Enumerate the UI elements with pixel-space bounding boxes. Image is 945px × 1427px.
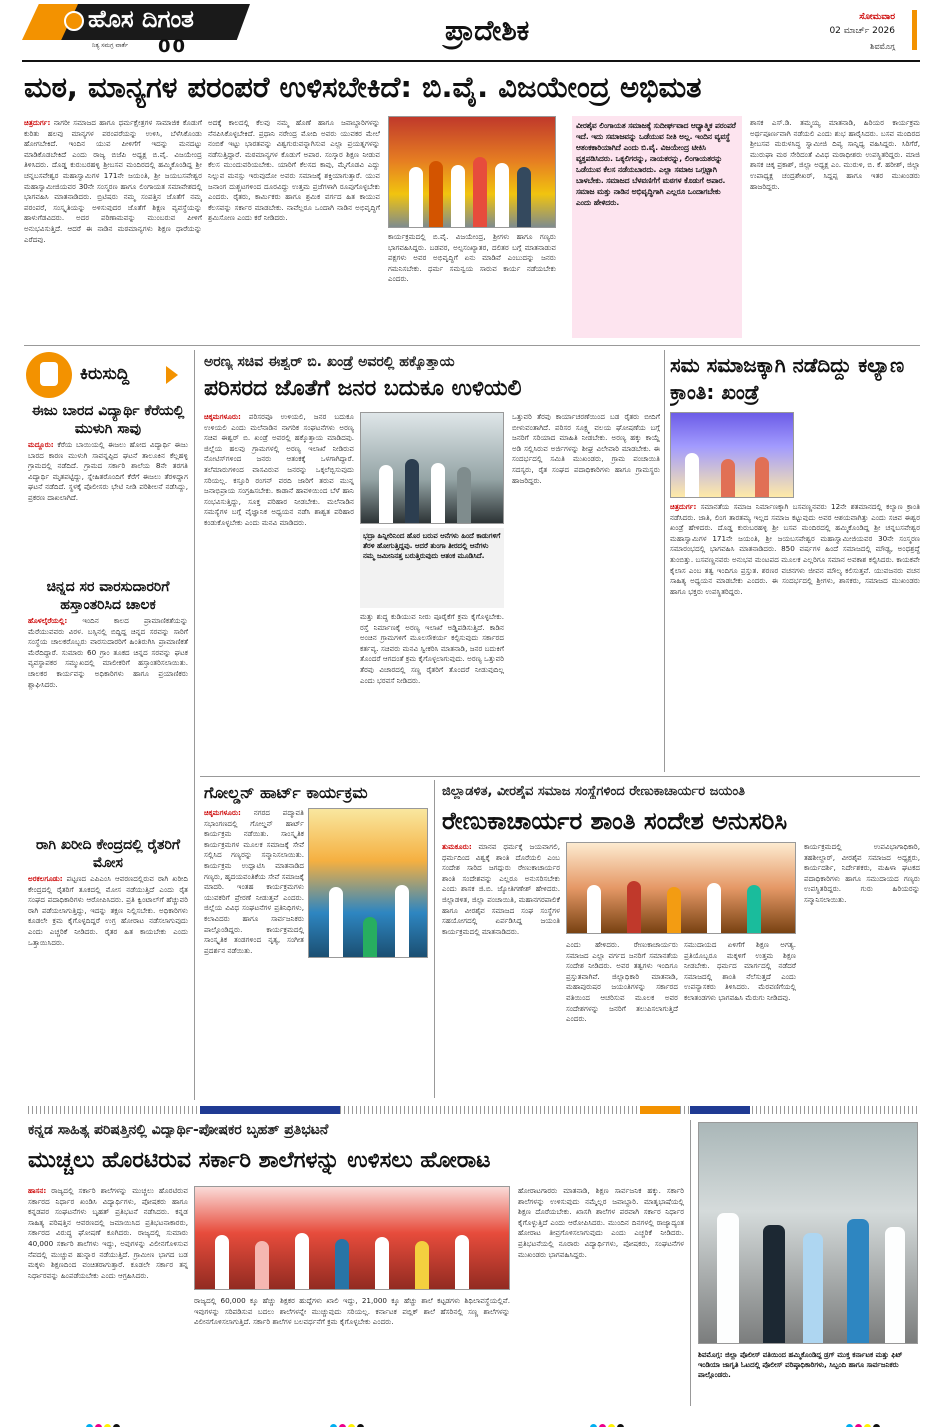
photo-figure — [707, 883, 721, 933]
eshwar-photo — [360, 412, 504, 524]
eshwar-col-1 — [204, 412, 354, 770]
divider — [24, 345, 920, 346]
kiru-item-1-title: ಈಜು ಬಾರದ ವಿದ್ಯಾರ್ಥಿ ಕೆರೆಯಲ್ಲಿ ಮುಳುಗಿ ಸಾವು — [31, 403, 185, 437]
masthead — [0, 0, 945, 62]
photo-figure — [457, 467, 471, 523]
renuka-col-1 — [442, 842, 560, 1098]
chevron-right-icon — [166, 366, 178, 384]
kiru-item-3-title: ರಾಗಿ ಖರೀದಿ ಕೇಂದ್ರದಲ್ಲಿ ರೈತರಿಗೆ ಮೋಸ — [35, 837, 181, 871]
lead-pull-quote-box — [572, 116, 742, 338]
divider — [690, 1120, 691, 1406]
eshwar-caption-box — [360, 528, 504, 608]
strip-accent-blue — [200, 1106, 340, 1114]
photo-figure — [415, 1241, 429, 1289]
kiru-item-2-title: ಚಿನ್ನದ ಸರ ವಾರಸುದಾರರಿಗೆ ಹಸ್ತಾಂತರಿಸಿದ ಚಾಲಕ — [46, 579, 170, 613]
renuka-col-1-text: ಮಾನವ ಧರ್ಮಕ್ಕೆ ಜಯವಾಗಲಿ, ಧರ್ಮದಿಂದ ವಿಶ್ವಕ್ಕೆ ಶಾಂತಿ ದೊರೆಯಲಿ ಎಂಬ ಸಂದೇಶ ಸಾರಿದ ಜಗದ್ಗುರು ರೇಣುಕಾಚಾರ್ಯರ ಶಾಂತಿ ಸಂದೇಶವನ್ನು ಎಲ್ಲರೂ ಅನುಸರಿಸಬೇಕು ಎಂದು ಶಾಸಕ ಜಿ.ಬಿ. ಜ್ಯೋತಿಗಣೇಶ್ ಹೇಳಿದರು. ಜಿಲ್ಲಾಡಳಿತ, ಜಿಲ್ಲಾ ಪಂಚಾಯಿತಿ, ಮಹಾನಗರಪಾಲಿಕೆ ಹಾಗೂ ವೀರಶೈವ ಸಮಾಜದ ಸಂಘ ಸಂಸ್ಥೆಗಳ ಸಹಯೋಗದಲ್ಲಿ ಏರ್ಪಡಿಸಿದ್ದ ಜಯಂತಿ ಕಾರ್ಯಕ್ರಮದಲ್ಲಿ ಮಾತನಾಡಿದರು. — [442, 842, 560, 936]
eshwar-col-2: ಮತ್ತು ಶುದ್ಧ ಕುಡಿಯುವ ನೀರು ಪೂರೈಕೆಗೆ ಕ್ರಮ ಕೈಗೊಳ್ಳಬೇಕು. ರಸ್ತೆ ನಿರ್ಮಾಣಕ್ಕೆ ಅರಣ್ಯ ಇಲಾಖೆ ಅಡ್ಡಿಪಡಿಸುತ್ತಿದೆ. ಕಾಡಿನ ಅಂಚಿನ ಗ್ರಾಮಗಳಿಗೆ ಮೂಲಸೌಕರ್ಯ ಕಲ್ಪಿಸುವುದು ಸರ್ಕಾರದ ಕರ್ತವ್ಯ. ಸಚಿವರು ಮನವಿ ಸ್ವೀಕರಿಸಿ ಮಾತನಾಡಿ, ಜನರ ಬದುಕಿಗೆ ತೊಂದರೆ ಆಗದಂತೆ ಕ್ರಮ ಕೈಗೊಳ್ಳಲಾಗುವುದು. ಅರಣ್ಯ ಒತ್ತುವರಿ ತೆರವು ವಿಚಾರದಲ್ಲಿ ಸಣ್ಣ ರೈತರಿಗೆ ತೊಂದರೆ ನೀಡುವುದಿಲ್ಲ ಎಂದು ಭರವಸೆ ನೀಡಿದರು. — [360, 612, 504, 685]
photo-figure — [847, 1219, 869, 1343]
photo-figure — [405, 459, 419, 523]
golden-text: ನಗರದ ಪದ್ಮಾವತಿ ಸಭಾಂಗಣದಲ್ಲಿ ಗೋಲ್ಡನ್ ಹಾರ್ಟ್ ಕಾರ್ಯಕ್ರಮ ನಡೆಯಿತು. ಸಾಂಸ್ಕೃತಿಕ ಕಾರ್ಯಕ್ರಮಗಳ ಮೂಲಕ ಸಮಾಜಕ್ಕೆ ಸೇವೆ ಸಲ್ಲಿಸಿದ ಗಣ್ಯರನ್ನು ಸನ್ಮಾನಿಸಲಾಯಿತು. ಕಾರ್ಯಕ್ರಮ ಉದ್ಘಾಟಿಸಿ ಮಾತನಾಡಿದ ಗಣ್ಯರು, ಹೃದಯವಂತಿಕೆಯ ಸೇವೆ ಸಮಾಜಕ್ಕೆ ಮಾದರಿ. ಇಂತಹ ಕಾರ್ಯಕ್ರಮಗಳು ಯುವಕರಿಗೆ ಪ್ರೇರಣೆ ನೀಡುತ್ತವೆ ಎಂದರು. ಜಿಲ್ಲೆಯ ವಿವಿಧ ಸಂಘಟನೆಗಳ ಪ್ರತಿನಿಧಿಗಳು, ಕಲಾವಿದರು ಹಾಗೂ ಸಾರ್ವಜನಿಕರು ಪಾಲ್ಗೊಂಡಿದ್ದರು. ಕಾರ್ಯಕ್ರಮದಲ್ಲಿ ಸಾಂಸ್ಕೃತಿಕ ತಂಡಗಳಿಂದ ನೃತ್ಯ, ಸಂಗೀತ ಪ್ರದರ್ಶನ ನಡೆಯಿತು. — [204, 808, 304, 955]
lead-col-4: ಶಾಸಕ ಎಸ್.ಡಿ. ತಮ್ಮಯ್ಯ ಮಾತನಾಡಿ, ಹಿರಿಯರ ಕಾರ್ಯಕ್ರಮ ಅರ್ಥಪೂರ್ಣವಾಗಿ ನಡೆಯಲಿ ಎಂದು ಶುಭ ಹಾರೈಸಿದರು. ಬಸವ ಮಂದಿರದ ಶ್ರೀಬಸವ ಮರುಳಸಿದ್ಧ ಸ್ವಾಮೀಜಿ ದಿವ್ಯ ಸಾನ್ನಿಧ್ಯ ವಹಿಸಿದ್ದರು. ಸಿರಿಗೆರೆ, ಮುರುಘಾ ಮಠ ಸೇರಿದಂತೆ ವಿವಿಧ ಮಠಾಧೀಶರು ಉಪಸ್ಥಿತರಿದ್ದರು. ಮಾಜಿ ಶಾಸಕ ಚಿಕ್ಕ ಪ್ರಕಾಶ್, ಜಿಲ್ಲಾ ಅಧ್ಯಕ್ಷ ಎಂ. ಮುರುಳಿ, ಬಿ. ಕೆ. ಹರೀಶ್, ಜಿಲ್ಲಾ ಉಪಾಧ್ಯಕ್ಷ ಚಂದ್ರಶೇಖರ್, ಸಿದ್ದಪ್ಪ ಹಾಗೂ ಇತರ ಮುಖಂಡರು ಹಾಜರಿದ್ದರು. — [750, 118, 920, 191]
registration-marks — [846, 1416, 882, 1427]
photo-figure — [363, 917, 377, 957]
renuka-photo — [566, 842, 796, 934]
photo-figure — [429, 161, 443, 227]
kiru-item-2-text: ಇಂದಿನ ಕಾಲದ ಪ್ರಾಮಾಣಿಕತೆಯನ್ನು ಮೆರೆಯುವವರು ವಿರಳ. ಬಸ್ಸಿನಲ್ಲಿ ಬಿದ್ದಿದ್ದ ಚಿನ್ನದ ಸರವನ್ನು ಸಾರಿಗೆ ಸಂಸ್ಥೆಯ ಚಾಲಕರೊಬ್ಬರು ವಾರಸುದಾರರಿಗೆ ಹಿಂತಿರುಗಿಸಿ ಪ್ರಾಮಾಣಿಕತೆ ಮೆರೆದಿದ್ದಾರೆ. ಸುಮಾರು 60 ಗ್ರಾಂ ತೂಕದ ಚಿನ್ನದ ಸರವನ್ನು ಘಟಕ ವ್ಯವಸ್ಥಾಪಕರ ಸಮ್ಮುಖದಲ್ಲಿ ಮಾಲೀಕರಿಗೆ ಹಸ್ತಾಂತರಿಸಲಾಯಿತು. ಚಾಲಕರ ಕಾರ್ಯವನ್ನು ಅಧಿಕಾರಿಗಳು ಹಾಗೂ ಪ್ರಯಾಣಿಕರು ಶ್ಲಾಘಿಸಿದರು. — [28, 616, 188, 689]
photo-figure — [685, 453, 699, 497]
header-underline — [22, 60, 920, 62]
kiru-item-2-body — [28, 616, 188, 830]
kiru-item-2-dateline: ಹೊಳಲ್ಕೆರೆಯಲ್ಲಿ: — [28, 616, 68, 625]
sahitya-col-3: ಹೋರಾಟಗಾರರು ಮಾತನಾಡಿ, ಶಿಕ್ಷಣ ಸಾರ್ವಜನಿಕ ಹಕ್ಕು. ಸರ್ಕಾರಿ ಶಾಲೆಗಳನ್ನು ಉಳಿಸುವುದು ನಮ್ಮೆಲ್ಲರ ಜವಾಬ್ದಾರಿ. ಮಾತೃಭಾಷೆಯಲ್ಲಿ ಶಿಕ್ಷಣ ದೊರೆಯಬೇಕು. ಖಾಸಗಿ ಶಾಲೆಗಳ ಪರವಾಗಿ ಸರ್ಕಾರ ನಿರ್ಧಾರ ಕೈಗೊಳ್ಳುತ್ತಿದೆ ಎಂದು ಆರೋಪಿಸಿದರು. ಮುಂದಿನ ದಿನಗಳಲ್ಲಿ ರಾಜ್ಯಾದ್ಯಂತ ಹೋರಾಟ ತೀವ್ರಗೊಳಿಸಲಾಗುವುದು ಎಂದು ಎಚ್ಚರಿಕೆ ನೀಡಿದರು. ಪ್ರತಿಭಟನೆಯಲ್ಲಿ ನೂರಾರು ವಿದ್ಯಾರ್ಥಿಗಳು, ಪೋಷಕರು, ಸಂಘಟನೆಗಳ ಮುಖಂಡರು ಭಾಗವಹಿಸಿದ್ದರು. — [518, 1186, 684, 1259]
photo-figure — [717, 1213, 739, 1343]
sahitya-col-1 — [28, 1186, 188, 1398]
photo-figure — [587, 885, 601, 933]
photo-figure — [255, 1241, 269, 1289]
sahitya-photo — [194, 1186, 510, 1290]
police-caption — [698, 1350, 918, 1404]
photo-figure — [495, 163, 509, 227]
renuka-headline: ರೇಣುಕಾಚಾರ್ಯರ ಶಾಂತಿ ಸಂದೇಶ ಅನುಸರಿಸಿ — [442, 807, 788, 835]
lead-pull-quote: ವೀರಶೈವ ಲಿಂಗಾಯತ ಸಮಾಜಕ್ಕೆ ಸುದೀರ್ಘವಾದ ಆಧ್ಯಾತ್ಮಿಕ ಪರಂಪರೆ ಇದೆ. ಇದು ಸಮಾಜವನ್ನು ಒಡೆಯುವ ನೀತಿ ಅಲ್ಲ. ಇಂದಿನ ವ್ಯವಸ್ಥೆ ಆತಂಕಕಾರಿಯಾಗಿದೆ ಎಂದು ಬಿ.ವೈ. ವಿಜಯೇಂದ್ರ ಟೀಕಿಸಿ ವ್ಯಕ್ತಪಡಿಸಿದರು. ಒಕ್ಕಲಿಗರನ್ನು, ನಾಯಕರನ್ನು, ಲಿಂಗಾಯತರನ್ನು ಒಡೆಯುವ ಕೆಲಸ ನಡೆಯಬಾರದು. ಎಲ್ಲಾ ಸಮಾಜ ಒಗ್ಗಟ್ಟಾಗಿ ಬಾಳಬೇಕು. ಸಮಾಜದ ಬೆಳವಣಿಗೆಗೆ ಮಠಗಳ ಕೊಡುಗೆ ಅಪಾರ. ಸಮಾಜ ಮತ್ತು ನಾಡಿನ ಅಭಿವೃದ್ಧಿಗಾಗಿ ಎಲ್ಲರೂ ಒಂದಾಗಬೇಕು ಎಂದು ಹೇಳಿದರು. — [576, 121, 736, 207]
police-caption-lead: ಶಿವಮೊಗ್ಗ: — [698, 1351, 723, 1359]
photo-figure — [803, 1233, 823, 1343]
section-strip — [28, 1106, 918, 1114]
renuka-col-4: ಕಾರ್ಯಕ್ರಮದಲ್ಲಿ ಉಪವಿಭಾಗಾಧಿಕಾರಿ, ತಹಶೀಲ್ದಾರ್, ವೀರಶೈವ ಸಮಾಜದ ಅಧ್ಯಕ್ಷರು, ಕಾರ್ಯದರ್ಶಿ, ನಿರ್ದೇಶಕರು, ಮಹಿಳಾ ಘಟಕದ ಪದಾಧಿಕಾರಿಗಳು ಹಾಗೂ ಸಮುದಾಯದ ಗಣ್ಯರು ಉಪಸ್ಥಿತರಿದ್ದರು. ಗುರು ಹಿರಿಯರನ್ನು ಸನ್ಮಾನಿಸಲಾಯಿತು. — [804, 842, 920, 904]
police-run-photo — [698, 1122, 918, 1344]
page-number: 00 — [158, 36, 188, 57]
eshwar-kicker: ಅರಣ್ಯ ಸಚಿವ ಈಶ್ವರ್ ಬಿ. ಖಂಡ್ರೆ ಅವರಲ್ಲಿ ಹಕ್ಕೊತ್ತಾಯ — [204, 354, 455, 370]
photo-figure — [627, 881, 641, 933]
logo-tagline: ನಿತ್ಯ ಸಮಗ್ರ ವಾರ್ತೆ — [92, 42, 129, 49]
photo-figure — [395, 885, 409, 957]
photo-figure — [755, 457, 769, 497]
photo-figure — [721, 459, 735, 497]
kiru-item-1-text: ಕೆರೆಯ ಬಾಯಿಯಲ್ಲಿ ಈಜಲು ಹೋದ ವಿದ್ಯಾರ್ಥಿ ಈಜು ಬಾರದ ಕಾರಣ ಮುಳುಗಿ ಸಾವನ್ನಪ್ಪಿದ ಘಟನೆ ತಾಲೂಕಿನ ಕೆಲ್ಲಹಳ್ಳಿ ಗ್ರಾಮದಲ್ಲಿ ನಡೆದಿದೆ. ಗ್ರಾಮದ ಸರ್ಕಾರಿ ಶಾಲೆಯ 8ನೇ ತರಗತಿ ವಿದ್ಯಾರ್ಥಿ ಮೃತಪಟ್ಟಿದ್ದು, ಸ್ನೇಹಿತರೊಂದಿಗೆ ಕೆರೆಗೆ ಈಜಲು ತೆರಳಿದ್ದಾಗ ಘಟನೆ ನಡೆದಿದೆ. ಸ್ಥಳಕ್ಕೆ ಪೊಲೀಸರು ಭೇಟಿ ನೀಡಿ ಪರಿಶೀಲನೆ ನಡೆಸಿದ್ದು, ಪ್ರಕರಣ ದಾಖಲಾಗಿದೆ. — [28, 440, 188, 502]
photo-figure — [473, 157, 487, 227]
sahitya-headline: ಮುಚ್ಚಲು ಹೊರಟಿರುವ ಸರ್ಕಾರಿ ಶಾಲೆಗಳನ್ನು ಉಳಿಸಲು ಹೋರಾಟ — [28, 1148, 491, 1173]
renuka-col-2: ಎಂದು ಹೇಳಿದರು. ರೇಣುಕಾಚಾರ್ಯರು ಸಮಾಜದ ಎಲ್ಲಾ ವರ್ಗದ ಜನರಿಗೆ ಸಮಾನತೆಯ ಸಂದೇಶ ನೀಡಿದರು. ಅವರ ತತ್ವಗಳು ಇಂದಿಗೂ ಪ್ರಸ್ತುತವಾಗಿವೆ. ಜಿಲ್ಲಾಧಿಕಾರಿ ಮಾತನಾಡಿ, ಮಹಾಪುರುಷರ ಜಯಂತಿಗಳನ್ನು ಸರ್ಕಾರದ ವತಿಯಿಂದ ಆಚರಿಸುವ ಮೂಲಕ ಅವರ ಸಂದೇಶಗಳನ್ನು ಜನರಿಗೆ ತಲುಪಿಸಲಾಗುತ್ತಿದೆ ಎಂದರು. — [566, 940, 678, 1024]
photo-figure — [763, 1225, 785, 1343]
lead-photo-caption: ಕಾರ್ಯಕ್ರಮದಲ್ಲಿ ಬಿ.ವೈ. ವಿಜಯೇಂದ್ರ, ಶ್ರೀಗಳು ಹಾಗೂ ಗಣ್ಯರು ಭಾಗವಹಿಸಿದ್ದರು. ಬಡವರ, ಅಲ್ಪಸಂಖ್ಯಾತರ, ದಲಿತರ ಬಗ್ಗೆ ಮಾತನಾಡುವ ಪಕ್ಷಗಳು ಅವರ ಅಭಿವೃದ್ಧಿಗೆ ಏನು ಮಾಡಿವೆ ಎಂಬುದನ್ನು ಜನರು ಗಮನಿಸಬೇಕು. ಧರ್ಮ ಸಮನ್ವಯ ಸಾರುವ ಕಾರ್ಯ ನಡೆಯಬೇಕು ಎಂದರು. — [388, 232, 556, 284]
eshwar-photo-caption: ಭದ್ರಾ ಹಿನ್ನೀರಿನಿಂದ ಹೊರ ಬರುವ ಆನೆಗಳು ಹಿಂದೆ ಕಾಡುಗಳಿಗೆ ತೆರಳಿ ಹೋಗುತ್ತಿದ್ದವು. ಆದರೆ ತುಂಗಾ ತೀರದಲ್ಲಿ ಆನೆಗಳು ನಮ್ಮ ಜಮೀನಿನತ್ತ ಬರುತ್ತಿರುವುದು ಆತಂಕ ಮೂಡಿಸಿದೆ. — [363, 532, 501, 560]
logo-emblem-icon — [64, 11, 84, 31]
photo-figure — [335, 1239, 349, 1289]
photo-figure — [667, 887, 681, 933]
date-accent-bar — [912, 10, 917, 50]
kalyana-photo — [670, 412, 794, 498]
divider — [434, 780, 435, 1098]
divider — [194, 350, 195, 1100]
lead-col-1-text: ನಾಗರೀ ಸಮಾಜದ ಹಾಗೂ ಧರ್ಮಕ್ಷೇತ್ರಗಳ ಸಾಮಾಜಿಕ ಕೊಡುಗೆ ಕುರಿತು ಹಲವು ಮಾನ್ಯಗಳ ಪರಂಪರೆಯನ್ನು ಉಳಿಸಿ, ಬೆಳೆಸಿಕೊಂಡು ಹೋಗಬೇಕಿದೆ. ಇಂದಿನ ಯುವ ಪೀಳಿಗೆಗೆ ಇದನ್ನು ಮನದಟ್ಟು ಮಾಡಿಕೊಡಬೇಕಿದೆ ಎಂದು ರಾಜ್ಯ ಬಿಜೆಪಿ ಅಧ್ಯಕ್ಷ ಬಿ.ವೈ. ವಿಜಯೇಂದ್ರ ತಿಳಿಸಿದರು. ದೊಡ್ಡ ಕುರುಬರಹಳ್ಳಿ ಶ್ರೀಬಸವ ಮಂದಿರದಲ್ಲಿ ಹಮ್ಮಿಕೊಂಡಿದ್ದ ಶ್ರೀ ಚನ್ನಬಸವೇಶ್ವರ ಮಹಾಸ್ವಾಮಿಗಳ 171ನೇ ಜಯಂತಿ, ಶ್ರೀ ಜಯಬಸವೇಶ್ವರ ಮಹಾಸ್ವಾಮೀಜಿಯವರ 30ನೇ ಸಂಸ್ಮರಣ ಹಾಗೂ ಲಿಂಗಾಯತ ಸಮಾವೇಶದಲ್ಲಿ ಭಾಗವಹಿಸಿ ಮಾತನಾಡಿದರು. ಬ್ರಿಟಿಷರು ನಮ್ಮ ಸಂಪತ್ತಿನ ಜೊತೆಗೆ ನಮ್ಮ ಪರಂಪರೆ, ಸಂಸ್ಕೃತಿಯನ್ನು ಅಳಿಸುವುದರ ಜೊತೆಗೆ ಶಿಕ್ಷಣ ವ್ಯವಸ್ಥೆಯನ್ನು ಹಾಳುಗೆಡವಿದರು. ಅದರ ಪರಿಣಾಮವನ್ನು ಮುಂಬರುವ ಪೀಳಿಗೆ ಅನುಭವಿಸುತ್ತಿದೆ. ಆದರೆ ಈ ನಾಡಿನ ಮಠಮಾನ್ಯಗಳು ಶಿಕ್ಷಣ ಧಾರೆಯನ್ನು ಎರೆದವು. — [24, 118, 202, 244]
registration-marks — [590, 1416, 626, 1427]
lead-dateline: ಚಿತ್ರದುರ್ಗ: — [24, 118, 51, 127]
eshwar-headline: ಪರಿಸರದ ಜೊತೆಗೆ ಜನರ ಬದುಕೂ ಉಳಿಯಲಿ — [204, 376, 522, 401]
kalyana-headline: ಸಮ ಸಮಾಜಕ್ಕಾಗಿ ನಡೆದಿದ್ದು ಕಲ್ಯಾಣ ಕ್ರಾಂತಿ: ಖಂಡ್ರೆ — [670, 353, 905, 404]
lead-col-1 — [24, 118, 202, 338]
renuka-col-3: ಸಮುದಾಯದ ಏಳಿಗೆಗೆ ಶಿಕ್ಷಣ ಅಗತ್ಯ. ಪ್ರತಿಯೊಬ್ಬರೂ ಮಕ್ಕಳಿಗೆ ಉತ್ತಮ ಶಿಕ್ಷಣ ನೀಡಬೇಕು. ಧರ್ಮದ ಮಾರ್ಗದಲ್ಲಿ ನಡೆದರೆ ಸಮಾಜದಲ್ಲಿ ಶಾಂತಿ ನೆಲೆಸುತ್ತದೆ ಎಂದು ಉಪನ್ಯಾಸಕರು ತಿಳಿಸಿದರು. ಮೆರವಣಿಗೆಯಲ್ಲಿ ಕಲಾತಂಡಗಳು ಭಾಗವಹಿಸಿ ಮೆರುಗು ನೀಡಿದವು. — [684, 940, 796, 1002]
renuka-kicker: ಜಿಲ್ಲಾಡಳಿತ, ವೀರಶೈವ ಸಮಾಜ ಸಂಸ್ಥೆಗಳಿಂದ ರೇಣುಕಾಚಾರ್ಯರ ಜಯಂತಿ — [442, 784, 745, 799]
divider — [664, 350, 665, 772]
photo-figure — [431, 463, 445, 523]
photo-figure — [517, 167, 531, 227]
eshwar-col-1-text: ಪರಿಸರವೂ ಉಳಿಯಲಿ, ಜನರ ಬದುಕೂ ಉಳಿಯಲಿ ಎಂದು ಮಲೆನಾಡಿನ ನಾಗರಿಕ ಸಂಘಟನೆಗಳು ಅರಣ್ಯ ಸಚಿವ ಈಶ್ವರ್ ಬಿ. ಖಂಡ್ರೆ ಅವರಲ್ಲಿ ಹಕ್ಕೊತ್ತಾಯ ಮಾಡಿದವು. ಜಿಲ್ಲೆಯ ಹಲವು ಗ್ರಾಮಗಳಲ್ಲಿ ಅರಣ್ಯ ಇಲಾಖೆ ನೀಡಿರುವ ನೋಟಿಸ್‌ಗಳಿಂದ ಜನರು ಆತಂಕಕ್ಕೆ ಒಳಗಾಗಿದ್ದಾರೆ. ತಲೆಮಾರುಗಳಿಂದ ವಾಸವಿರುವ ಜನರನ್ನು ಒಕ್ಕಲೆಬ್ಬಿಸುವುದು ಸರಿಯಲ್ಲ. ಕಸ್ತೂರಿ ರಂಗನ್ ವರದಿ ಜಾರಿಗೆ ತರುವ ಮುನ್ನ ಜನಾಭಿಪ್ರಾಯ ಸಂಗ್ರಹಿಸಬೇಕು. ಕಾಡಾನೆ ಹಾವಳಿಯಿಂದ ಬೆಳೆ ಹಾನಿ ಸಂಭವಿಸುತ್ತಿದ್ದು, ಸೂಕ್ತ ಪರಿಹಾರ ನೀಡಬೇಕು. ಮಲೆನಾಡಿನ ಸಮಸ್ಯೆಗಳ ಬಗ್ಗೆ ವೈಜ್ಞಾನಿಕ ಅಧ್ಯಯನ ನಡೆಸಿ ಶಾಶ್ವತ ಪರಿಹಾರ ಕಂಡುಕೊಳ್ಳಬೇಕು ಎಂದು ಮನವಿ ಮಾಡಿದರು. — [204, 412, 354, 527]
kalyana-dateline: ಚಿತ್ರದುರ್ಗ: — [670, 502, 697, 511]
photo-figure — [455, 1235, 469, 1289]
golden-photo — [308, 808, 428, 958]
sahitya-col-2: ರಾಜ್ಯದಲ್ಲಿ 60,000 ಕ್ಕೂ ಹೆಚ್ಚು ಶಿಕ್ಷಕರ ಹುದ್ದೆಗಳು ಖಾಲಿ ಇದ್ದು, 21,000 ಕ್ಕೂ ಹೆಚ್ಚು ಶಾಲೆ ಕಟ್ಟಡಗಳು ಶಿಥಿಲಾವಸ್ಥೆಯಲ್ಲಿವೆ. ಇವುಗಳನ್ನು ಸರಿಪಡಿಸುವ ಬದಲು ಶಾಲೆಗಳನ್ನೇ ಮುಚ್ಚುವುದು ಸರಿಯಲ್ಲ. ಕರ್ನಾಟಕ ಪಬ್ಲಿಕ್ ಶಾಲೆ ಹೆಸರಿನಲ್ಲಿ ಸಣ್ಣ ಶಾಲೆಗಳನ್ನು ವಿಲೀನಗೊಳಿಸಲಾಗುತ್ತಿದೆ. ಸರ್ಕಾರಿ ಶಾಲೆಗಳ ಬಲವರ್ಧನೆಗೆ ಕ್ರಮ ಕೈಗೊಳ್ಳಬೇಕು ಎಂದರು. — [194, 1296, 510, 1327]
lead-photo — [388, 116, 556, 228]
photo-figure — [379, 465, 393, 523]
day-label: ಸೋಮವಾರ — [859, 12, 895, 22]
kiru-item-1-body — [28, 440, 188, 570]
kiru-item-1-dateline: ಮದ್ದೂರು: — [28, 440, 54, 449]
strip-accent-blue — [690, 1106, 750, 1114]
hand-glyph-icon — [40, 362, 58, 386]
photo-figure — [451, 165, 465, 227]
kiru-label: ಕಿರುಸುದ್ದಿ — [80, 364, 130, 384]
eshwar-dateline: ಚಿಕ್ಕಮಗಳೂರು: — [204, 412, 241, 421]
lead-headline: ಮಠ, ಮಾನ್ಯಗಳ ಪರಂಪರೆ ಉಳಿಸಬೇಕಿದೆ: ಬಿ.ವೈ. ವಿಜಯೇಂದ್ರ ಅಭಿಮತ — [24, 70, 702, 104]
sahitya-col-1-text: ರಾಜ್ಯದಲ್ಲಿ ಸರ್ಕಾರಿ ಶಾಲೆಗಳನ್ನು ಮುಚ್ಚಲು ಹೊರಟಿರುವ ಸರ್ಕಾರದ ನಿರ್ಧಾರ ಖಂಡಿಸಿ ವಿದ್ಯಾರ್ಥಿಗಳು, ಪೋಷಕರು ಹಾಗೂ ಕನ್ನಡಪರ ಸಂಘಟನೆಗಳು ಬೃಹತ್ ಪ್ರತಿಭಟನೆ ನಡೆಸಿದರು. ಕನ್ನಡ ಸಾಹಿತ್ಯ ಪರಿಷತ್ತಿನ ಆವರಣದಲ್ಲಿ ಜಮಾಯಿಸಿದ ಪ್ರತಿಭಟನಾಕಾರರು, ಸರ್ಕಾರದ ವಿರುದ್ಧ ಘೋಷಣೆ ಕೂಗಿದರು. ರಾಜ್ಯದಲ್ಲಿ ಸುಮಾರು 40,000 ಸರ್ಕಾರಿ ಶಾಲೆಗಳು ಇದ್ದು, ಅವುಗಳನ್ನು ವಿಲೀನಗೊಳಿಸುವ ನೆಪದಲ್ಲಿ ಮುಚ್ಚುವ ಹುನ್ನಾರ ನಡೆಯುತ್ತಿದೆ. ಗ್ರಾಮೀಣ ಭಾಗದ ಬಡ ಮಕ್ಕಳು ಶಿಕ್ಷಣದಿಂದ ವಂಚಿತರಾಗುತ್ತಾರೆ. ಕೂಡಲೇ ಸರ್ಕಾರ ತನ್ನ ನಿರ್ಧಾರವನ್ನು ಹಿಂಪಡೆಯಬೇಕು ಎಂದು ಆಗ್ರಹಿಸಿದರು. — [28, 1186, 188, 1280]
golden-dateline: ಚಿಕ್ಕಮಗಳೂರು: — [204, 808, 241, 817]
section-title: ಪ್ರಾದೇಶಿಕ — [445, 14, 530, 47]
eshwar-col-3: ಒತ್ತುವರಿ ತೆರವು ಕಾರ್ಯಾಚರಣೆಯಿಂದ ಬಡ ರೈತರು ಬೀದಿಗೆ ಬೀಳುವಂತಾಗಿದೆ. ಪರಿಸರ ಸೂಕ್ಷ್ಮ ವಲಯ ಘೋಷಣೆಯ ಬಗ್ಗೆ ಜನರಿಗೆ ಸರಿಯಾದ ಮಾಹಿತಿ ನೀಡಬೇಕು. ಅರಣ್ಯ ಹಕ್ಕು ಕಾಯ್ದೆ ಅಡಿ ಸಲ್ಲಿಸಿರುವ ಅರ್ಜಿಗಳನ್ನು ಶೀಘ್ರ ವಿಲೇವಾರಿ ಮಾಡಬೇಕು. ಈ ಸಂದರ್ಭದಲ್ಲಿ ಸಮಿತಿ ಮುಖಂಡರು, ಗ್ರಾಮ ಪಂಚಾಯಿತಿ ಸದಸ್ಯರು, ರೈತ ಸಂಘದ ಪದಾಧಿಕಾರಿಗಳು ಹಾಗೂ ಗ್ರಾಮಸ್ಥರು ಹಾಜರಿದ್ದರು. — [512, 412, 660, 485]
registration-marks — [86, 1416, 122, 1427]
sahitya-dateline: ಹಾಸನ: — [28, 1186, 47, 1195]
logo-text: ಹೊಸ ದಿಗಂತ — [88, 5, 194, 33]
kiru-item-3-text: ಪಟ್ಟಣದ ಎಪಿಎಂಸಿ ಆವರಣದಲ್ಲಿರುವ ರಾಗಿ ಖರೀದಿ ಕೇಂದ್ರದಲ್ಲಿ ರೈತರಿಗೆ ತೂಕದಲ್ಲಿ ಮೋಸ ನಡೆಯುತ್ತಿದೆ ಎಂದು ರೈತ ಸಂಘದ ಪದಾಧಿಕಾರಿಗಳು ಆರೋಪಿಸಿದರು. ಪ್ರತಿ ಕ್ವಿಂಟಾಲ್‌ಗೆ ಹೆಚ್ಚುವರಿ ರಾಗಿ ಪಡೆಯಲಾಗುತ್ತಿದ್ದು, ಇದನ್ನು ತಕ್ಷಣ ನಿಲ್ಲಿಸಬೇಕು. ಅಧಿಕಾರಿಗಳು ಕೂಡಲೇ ಕ್ರಮ ಕೈಗೊಳ್ಳದಿದ್ದರೆ ಉಗ್ರ ಹೋರಾಟ ನಡೆಸಲಾಗುವುದು ಎಂದು ಎಚ್ಚರಿಕೆ ನೀಡಿದರು. ರೈತರ ಹಿತ ಕಾಯಬೇಕು ಎಂದು ಒತ್ತಾಯಿಸಿದರು. — [28, 874, 188, 947]
date-label: 02 ಮಾರ್ಚ್ 2026 — [829, 26, 895, 36]
city-label: ಶಿವಮೊಗ್ಗ — [870, 42, 895, 51]
kiru-badge — [26, 352, 184, 398]
kalyana-body — [670, 502, 920, 770]
golden-col-1 — [204, 808, 304, 1098]
registration-marks — [330, 1416, 366, 1427]
kiru-item-3-body — [28, 874, 188, 1098]
golden-headline: ಗೋಲ್ಡನ್ ಹಾರ್ಟ್ ಕಾರ್ಯಕ್ರಮ — [204, 783, 368, 802]
photo-figure — [375, 1237, 389, 1289]
photo-figure — [215, 1235, 229, 1289]
kalyana-text: ಸಮಾನತೆಯ ಸಮಾಜ ನಿರ್ಮಾಣಕ್ಕಾಗಿ ಬಸವಣ್ಣನವರು 12ನೇ ಶತಮಾನದಲ್ಲಿ ಕಲ್ಯಾಣ ಕ್ರಾಂತಿ ನಡೆಸಿದರು. ಜಾತಿ, ಲಿಂಗ ತಾರತಮ್ಯ ಇಲ್ಲದ ಸಮಾಜ ಕಟ್ಟುವುದು ಅವರ ಆಶಯವಾಗಿತ್ತು ಎಂದು ಸಚಿವ ಈಶ್ವರ ಖಂಡ್ರೆ ಹೇಳಿದರು. ದೊಡ್ಡ ಕುರುಬರಹಳ್ಳಿ ಶ್ರೀ ಬಸವ ಮಂದಿರದಲ್ಲಿ ಹಮ್ಮಿಕೊಂಡಿದ್ದ ಶ್ರೀ ಚನ್ನಬಸವೇಶ್ವರ ಮಹಾಸ್ವಾಮಿಗಳ 171ನೇ ಜಯಂತಿ, ಶ್ರೀ ಜಯಬಸವೇಶ್ವರ ಮಹಾಸ್ವಾಮೀಜಿಯವರ 30ನೇ ಸಂಸ್ಮರಣ ಸಮಾರಂಭದಲ್ಲಿ ಭಾಗವಹಿಸಿ ಮಾತನಾಡಿದರು. 850 ವರ್ಷಗಳ ಹಿಂದೆ ಸಮಾಜದಲ್ಲಿ ಮೌಢ್ಯ, ಅಂಧಶ್ರದ್ಧೆ ತುಂಬಿತ್ತು. ಬಸವಣ್ಣನವರು ಅನುಭವ ಮಂಟಪದ ಮೂಲಕ ಎಲ್ಲರಿಗೂ ಸಮಾನ ಅವಕಾಶ ಕಲ್ಪಿಸಿದರು. ಕಾಯಕವೇ ಕೈಲಾಸ ಎಂಬ ತತ್ವ ಇಂದಿಗೂ ಪ್ರಸ್ತುತ. ಶರಣರ ವಚನಗಳು ಜೀವನ ಮೌಲ್ಯ ಕಲಿಸುತ್ತವೆ. ಯುವಜನರು ವಚನ ಸಾಹಿತ್ಯ ಅಧ್ಯಯನ ಮಾಡಬೇಕು ಎಂದರು. ಈ ಸಂದರ್ಭದಲ್ಲಿ ಶ್ರೀಗಳು, ಶಾಸಕರು, ಸಮಾಜದ ಮುಖಂಡರು ಹಾಗೂ ಭಕ್ತರು ಉಪಸ್ಥಿತರಿದ್ದರು. — [670, 502, 920, 596]
photo-figure — [885, 1227, 905, 1343]
police-caption-text: ಜಿಲ್ಲಾ ಪೊಲೀಸ್ ವತಿಯಿಂದ ಹಮ್ಮಿಕೊಂಡಿದ್ದ ಡ್ರಗ್ ಮುಕ್ತ ಕರ್ನಾಟಕ ಮತ್ತು ಫಿಟ್ ಇಂಡಿಯಾ ಜಾಗೃತಿ ಓಟದಲ್ಲಿ ಪೊಲೀಸ್ ವರಿಷ್ಠಾಧಿಕಾರಿಗಳು, ಸಿಬ್ಬಂದಿ ಹಾಗೂ ಸಾರ್ವಜನಿಕರು ಪಾಲ್ಗೊಂಡರು. — [698, 1351, 903, 1379]
lead-col-2: ಅದಕ್ಕೆ ಕಾಲದಲ್ಲಿ ಕೆಲವು ನಮ್ಮ ಹೊಣೆ ಹಾಗೂ ಜವಾಬ್ದಾರಿಗಳನ್ನು ನೆನಪಿಸಿಕೊಳ್ಳಬೇಕಿದೆ. ಪ್ರಧಾನಿ ನರೇಂದ್ರ ಮೋದಿ ಅವರು ಯುವಕರ ಮೇಲೆ ನಂಬಿಕೆ ಇಟ್ಟು ಭಾರತವನ್ನು ವಿಶ್ವಗುರುವನ್ನಾಗಿಸುವ ಎಲ್ಲಾ ಪ್ರಯತ್ನಗಳನ್ನು ನಡೆಸುತ್ತಿದ್ದಾರೆ. ಮಠಮಾನ್ಯಗಳ ಕೊಡುಗೆ ಅಪಾರ. ಸಂಸ್ಕಾರ ಶಿಕ್ಷಣ ನೀಡುವ ಕೆಲಸ ಮುಂದುವರಿಯಬೇಕು. ಯಾರಿಗೆ ಕೆಲಸದ ಕಾವು, ಮೈಗೊಡವಿ ಎದ್ದು ನಿಲ್ಲುವ ಮನಸ್ಸು ಇರುವುದೋ ಅವರು ಸಮಾಜಕ್ಕೆ ಶಕ್ತಿಯಾಗುತ್ತಾರೆ. ಯುವ ಜನಾಂಗ ದುಶ್ಚಟಗಳಿಂದ ದೂರವಿದ್ದು ಉತ್ತಮ ಪ್ರಜೆಗಳಾಗಿ ರೂಪುಗೊಳ್ಳಬೇಕು ಎಂದರು. ರೈತರು, ಕಾರ್ಮಿಕರು ಹಾಗೂ ಶ್ರಮಿಕ ವರ್ಗದ ಹಿತ ಕಾಯುವ ಕೆಲಸವನ್ನು ಸರ್ಕಾರ ಮಾಡಬೇಕು. ನಾವೆಲ್ಲರೂ ಒಂದಾಗಿ ನಾಡಿನ ಅಭಿವೃದ್ಧಿಗೆ ಶ್ರಮಿಸೋಣ ಎಂದು ಕರೆ ನೀಡಿದರು. — [208, 118, 380, 223]
photo-figure — [747, 885, 761, 933]
kiru-item-3-dateline: ಅರಕಲಗೂಡು: — [28, 874, 63, 883]
divider — [200, 776, 920, 777]
photo-figure — [295, 1233, 309, 1289]
photo-figure — [329, 887, 343, 957]
sahitya-kicker: ಕನ್ನಡ ಸಾಹಿತ್ಯ ಪರಿಷತ್ತಿನಲ್ಲಿ ವಿದ್ಯಾರ್ಥಿ-ಪೋಷಕರ ಬೃಹತ್ ಪ್ರತಿಭಟನೆ — [28, 1122, 329, 1138]
photo-figure — [409, 167, 423, 227]
strip-accent-orange — [640, 1106, 680, 1114]
renuka-dateline: ತುಮಕೂರು: — [442, 842, 472, 851]
